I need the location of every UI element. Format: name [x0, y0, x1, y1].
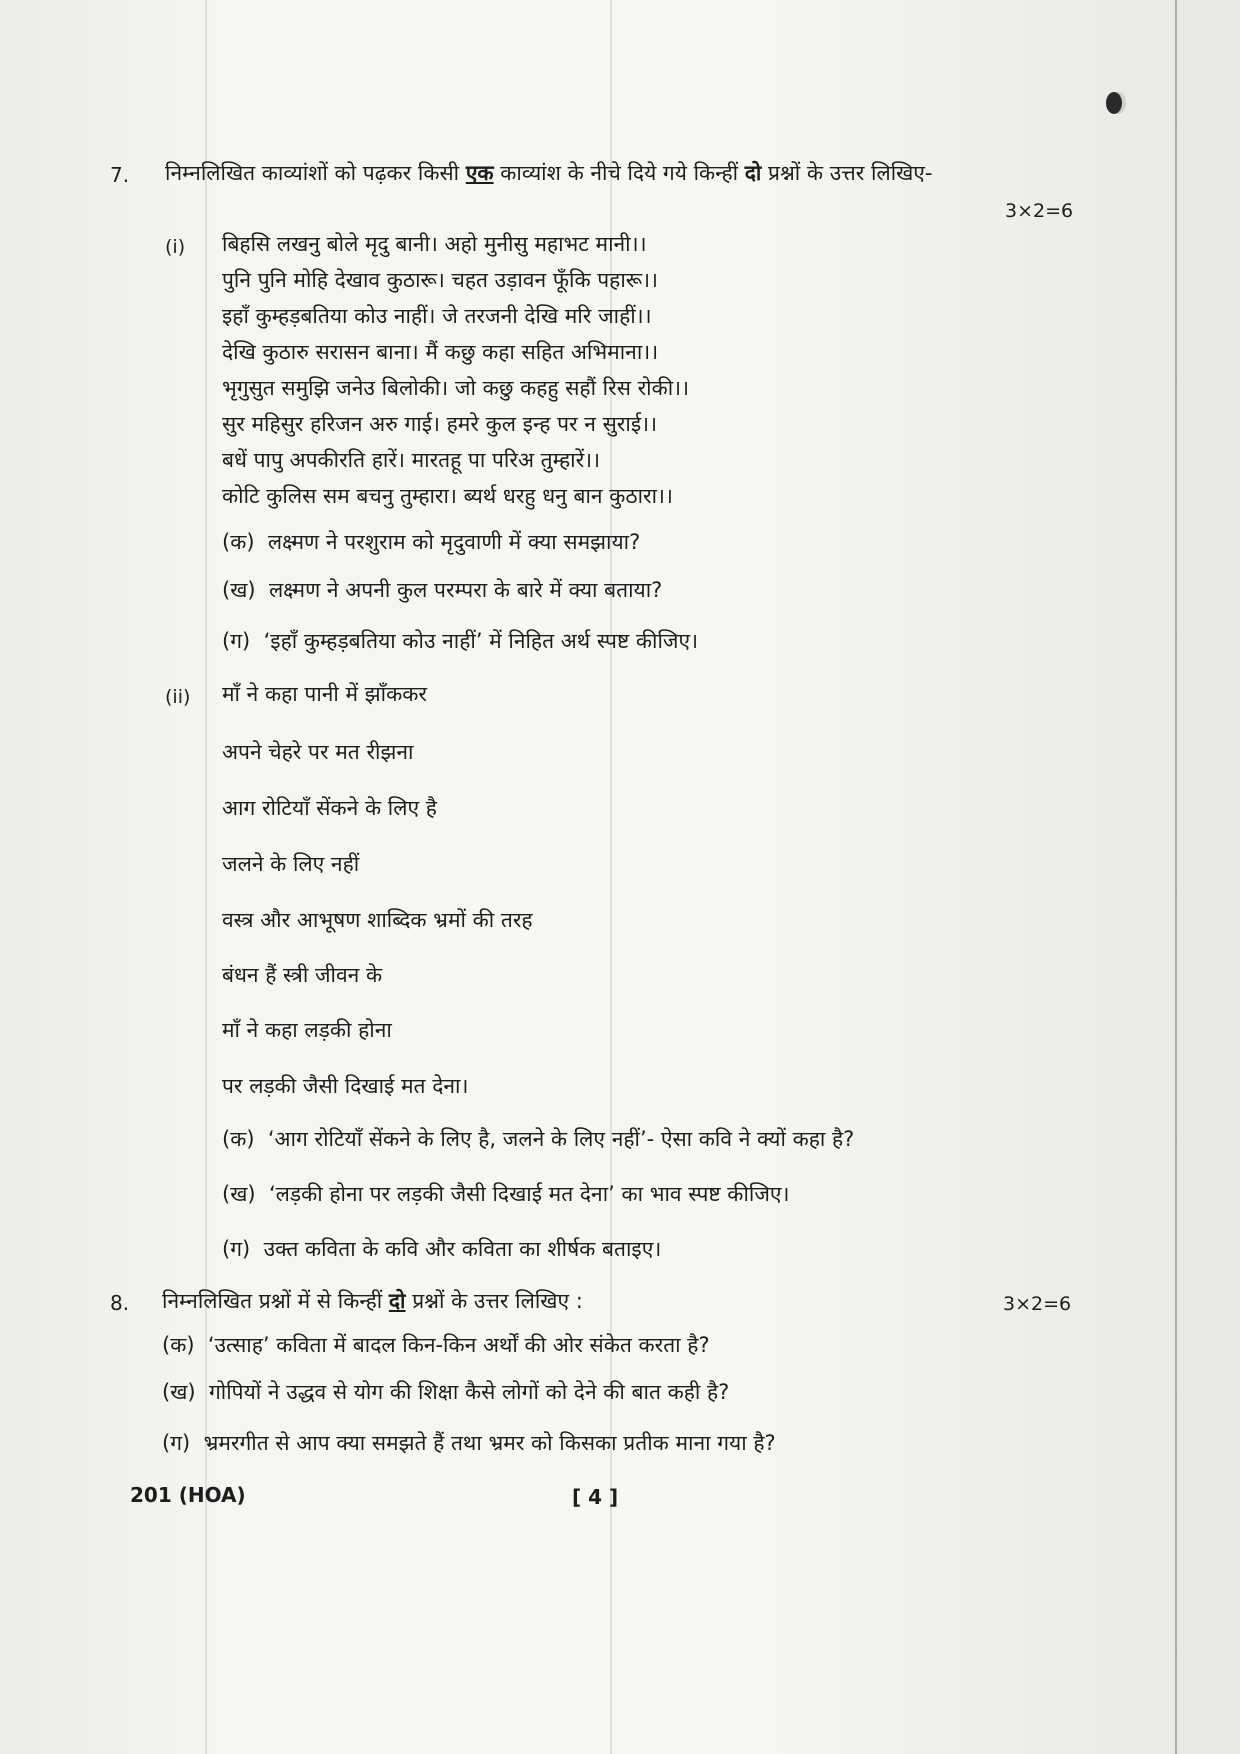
- passage-1-line: बिहसि लखनु बोले मृदु बानी। अहो मुनीसु महाभट मानी।।: [222, 232, 647, 256]
- passage-2-line: माँ ने कहा लड़की होना: [222, 1018, 392, 1042]
- question-8-marks: 3×2=6: [1003, 1293, 1072, 1315]
- passage-1-line: देखि कुठारु सरासन बाना। मैं कछु कहा सहित अभिमाना।।: [222, 340, 659, 364]
- passage-1-line: भृगुसुत समुझि जनेउ बिलोकी। जो कछु कहहु सहौं रिस रोकी।।: [222, 376, 690, 400]
- page-number: [ 4 ]: [572, 1485, 619, 1509]
- paper-code: 201 (HOA): [130, 1483, 246, 1507]
- passage-2-label: (ii): [165, 686, 191, 708]
- question-7-instruction: निम्नलिखित काव्यांशों को पढ़कर किसी एक काव्यांश के नीचे दिये गये किन्हीं दो प्रश्नों के उत्तर लिखिए-: [165, 161, 933, 185]
- passage-1-label: (i): [165, 236, 186, 258]
- passage-1-line: इहाँ कुम्हड़बतिया कोउ नाहीं। जे तरजनी देखि मरि जाहीं।।: [222, 304, 652, 328]
- emphasis-two: दो: [744, 161, 762, 185]
- passage-2-line: माँ ने कहा पानी में झाँककर: [222, 682, 427, 706]
- passage-2-line: आग रोटियाँ सेंकने के लिए है: [222, 796, 437, 820]
- paper-edge: [1175, 0, 1177, 1754]
- passage-2-question: (ग) उक्त कविता के कवि और कविता का शीर्षक बताइए।: [222, 1237, 662, 1261]
- question-8-item: (ख) गोपियों ने उद्धव से योग की शिक्षा कैसे लोगों को देने की बात कही है?: [162, 1380, 730, 1404]
- question-7-number: 7.: [110, 163, 130, 187]
- passage-1-line: पुनि पुनि मोहि देखाव कुठारू। चहत उड़ावन फूँकि पहारू।।: [222, 268, 658, 292]
- passage-2-line: वस्त्र और आभूषण शाब्दिक भ्रमों की तरह: [222, 908, 533, 932]
- passage-2-line: बंधन हैं स्त्री जीवन के: [222, 963, 383, 987]
- passage-1-line: कोटि कुलिस सम बचनु तुम्हारा। ब्यर्थ धरहु धनु बान कुठारा।।: [222, 484, 673, 508]
- question-7-marks: 3×2=6: [1005, 200, 1074, 222]
- punch-hole-icon: [1106, 92, 1122, 114]
- passage-2-question: (क) ‘आग रोटियाँ सेंकने के लिए है, जलने के लिए नहीं’- ऐसा कवि ने क्यों कहा है?: [222, 1127, 855, 1151]
- passage-1-question: (ख) लक्ष्मण ने अपनी कुल परम्परा के बारे में क्या बताया?: [222, 578, 663, 602]
- passage-1-line: बधें पापु अपकीरति हारें। मारतहू पा परिअ तुम्हारें।।: [222, 448, 601, 472]
- question-8-item: (क) ‘उत्साह’ कविता में बादल किन-किन अर्थों की ओर संकेत करता है?: [162, 1333, 710, 1357]
- emphasis-two: दो: [388, 1289, 406, 1313]
- question-8-number: 8.: [110, 1291, 130, 1315]
- emphasis-one: एक: [465, 161, 494, 185]
- passage-1-line: सुर महिसुर हरिजन अरु गाई। हमरे कुल इन्ह पर न सुराई।।: [222, 412, 658, 436]
- question-8-item: (ग) भ्रमरगीत से आप क्या समझते हैं तथा भ्रमर को किसका प्रतीक माना गया है?: [162, 1431, 776, 1455]
- passage-2-line: अपने चेहरे पर मत रीझना: [222, 740, 414, 764]
- passage-1-question: (क) लक्ष्मण ने परशुराम को मृदुवाणी में क्या समझाया?: [222, 530, 641, 554]
- passage-1-question: (ग) ‘इहाँ कुम्हड़बतिया कोउ नाहीं’ में निहित अर्थ स्पष्ट कीजिए।: [222, 629, 699, 653]
- passage-2-line: जलने के लिए नहीं: [222, 852, 360, 876]
- passage-2-line: पर लड़की जैसी दिखाई मत देना।: [222, 1074, 469, 1098]
- question-8-instruction: निम्नलिखित प्रश्नों में से किन्हीं दो प्रश्नों के उत्तर लिखिए :: [162, 1289, 583, 1313]
- passage-2-question: (ख) ‘लड़की होना पर लड़की जैसी दिखाई मत देना’ का भाव स्पष्ट कीजिए।: [222, 1182, 790, 1206]
